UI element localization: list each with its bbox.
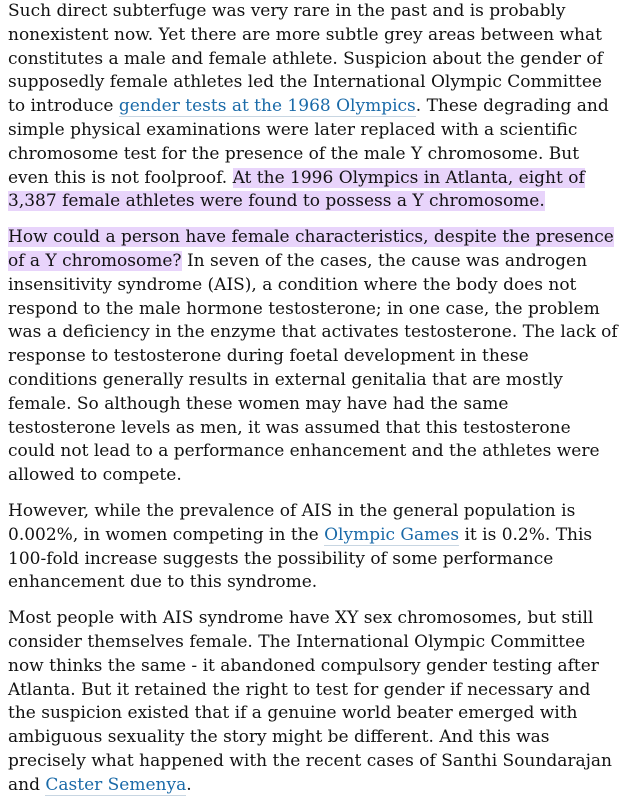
paragraph-1 xyxy=(8,0,621,214)
text-segment: it is 0.2%. This 100-fold increase suggests the possibility of some performance enhancement due to this syndrome. xyxy=(8,524,593,593)
highlighted-text: How could a person have female characteristics, despite the presence of a Y chromosome? xyxy=(8,227,614,271)
text-segment: . xyxy=(186,774,192,795)
text-segment: In seven of the cases, the cause was androgen insensitivity syndrome (AIS), a condition where the body does not respond to the male hormone testosterone; in one case, the problem was a deficiency in the enzyme that activates testosterone. The lack of response to testosterone during foetal development in these conditions generally results in external genitalia that are mostly female. So although these women may have had the same testosterone levels as men, it was assumed that this testosterone could not lead to a performance enhancement and the athletes were allowed to compete. xyxy=(8,250,618,486)
paragraph-3 xyxy=(8,500,621,595)
text-segment: However, while the prevalence of AIS in the general population is 0.002%, in women competing in the xyxy=(8,500,576,545)
text-segment: . These degrading and simple physical examinations were later replaced with a scientific chromosome test for the presence of the male Y chromosome. But even this is not foolproof. xyxy=(8,96,609,188)
link-gender-tests-1968[interactable]: gender tests at the 1968 Olympics xyxy=(118,96,416,117)
link-caster-semenya[interactable]: Caster Semenya xyxy=(45,774,187,795)
paragraph-4 xyxy=(8,607,621,797)
text-segment: Such direct subterfuge was very rare in the past and is probably nonexistent now. Yet there are more subtle grey areas between what constitutes a male and female athlete. Suspicion about the gender of supposedly female athletes led the International Olympic Committee to introduce xyxy=(8,1,603,117)
paragraph-2 xyxy=(8,226,621,488)
highlighted-text: At the 1996 Olympics in Atlanta, eight of 3,387 female athletes were found to possess a Y chromosome. xyxy=(8,167,585,212)
text-segment: Most people with AIS syndrome have XY sex chromosomes, but still consider themselves female. The International Olympic Committee now thinks the same - it abandoned compulsory gender testing after Atlanta. But it retained the right to test for gender if necessary and the suspicion existed that if a genuine world beater emerged with ambiguous sexuality the story might be different. And this was precisely what happened with the recent cases of Santhi Soundarajan and xyxy=(8,608,612,795)
link-olympic-games[interactable]: Olympic Games xyxy=(324,524,460,545)
